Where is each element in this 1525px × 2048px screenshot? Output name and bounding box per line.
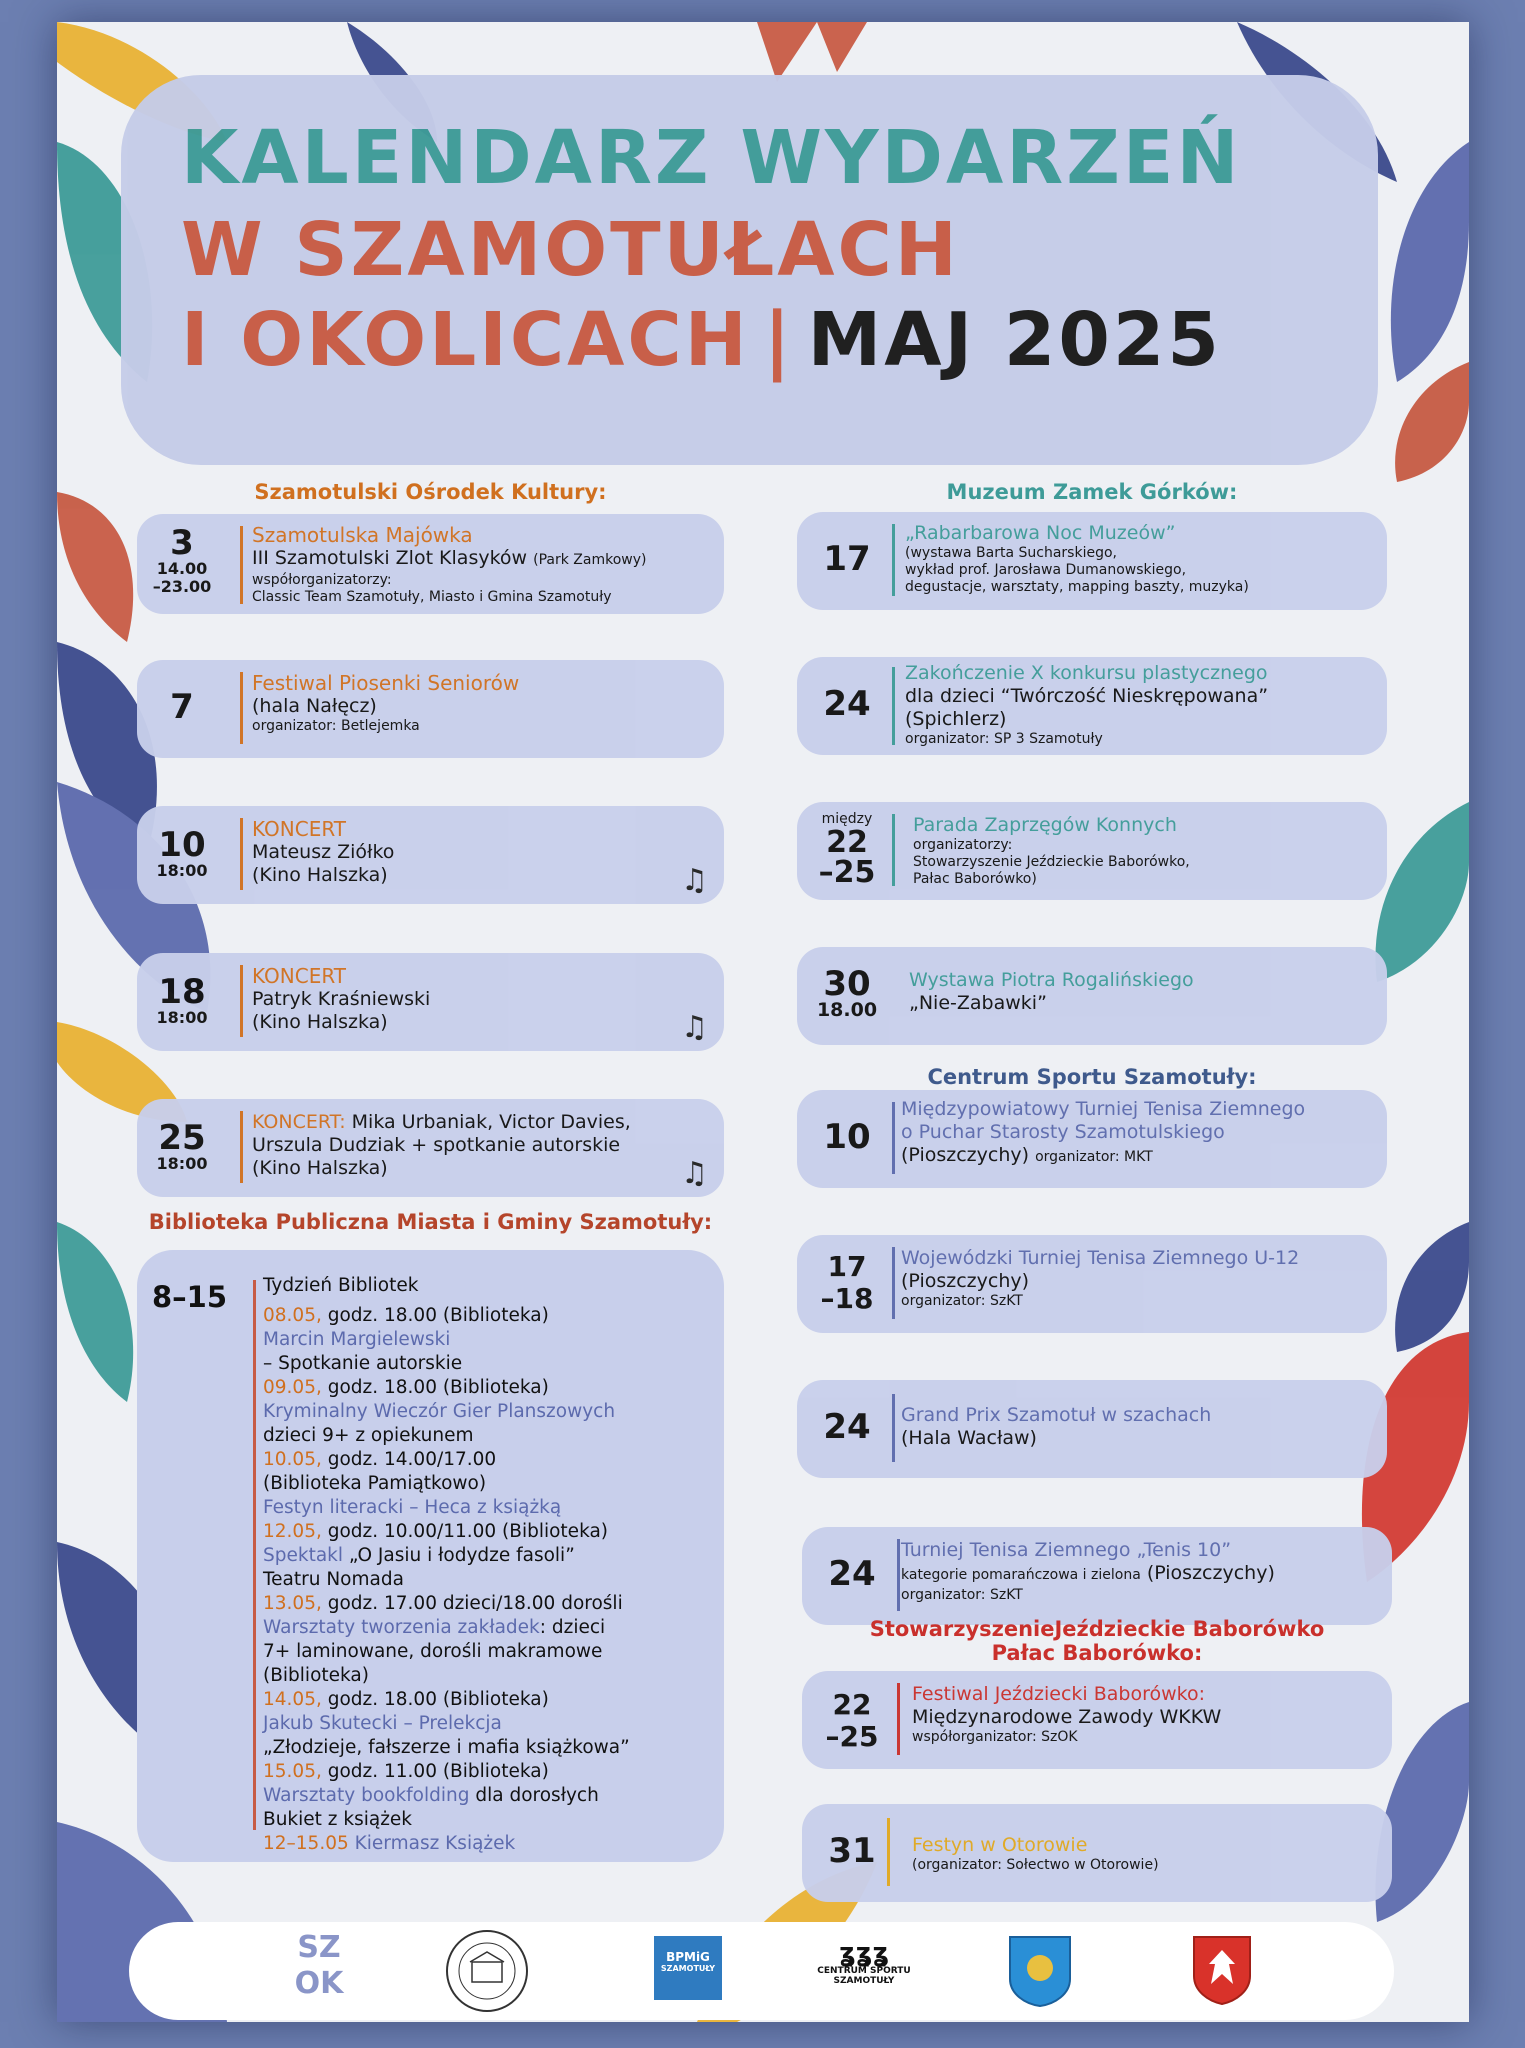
title-panel: [121, 75, 1378, 465]
event-line: organizatorzy:: [913, 837, 1013, 853]
event-day: [817, 1831, 887, 1871]
event-line: (Pioszczychy): [901, 1270, 1030, 1292]
event-text: [252, 1111, 692, 1180]
event-day: [147, 1118, 217, 1173]
library-item: [263, 1688, 713, 1712]
event-line-note: (Park Zamkowy): [533, 552, 647, 568]
library-item-t: (Biblioteka Pamiątkowo): [263, 1473, 487, 1494]
event-day-number: 24: [823, 1407, 871, 1447]
music-note-icon: ♫: [681, 1156, 708, 1191]
event-line: (Pioszczychy): [1146, 1562, 1275, 1584]
event-title: Międzypowiatowy Turniej Tenisa Ziemnego: [901, 1098, 1306, 1120]
leaf-teal-right: [1375, 802, 1469, 982]
event-line: (hala Nałęcz): [252, 695, 377, 717]
library-item-t: godz. 17.00 dzieci/18.00 dorośli: [321, 1593, 623, 1614]
event-text: [901, 1404, 1381, 1450]
library-item-t: Bukiet z książek: [263, 1809, 413, 1830]
leaf-navy-right: [1395, 1222, 1469, 1352]
szok-logo-bottom: OK: [294, 1966, 344, 2001]
event-card-sport-10: [797, 1090, 1387, 1188]
event-card-sport-17-18: [797, 1235, 1387, 1333]
library-item: [263, 1400, 713, 1424]
event-title: Festiwal Piosenki Seniorów: [252, 671, 520, 695]
event-day: [147, 687, 217, 727]
event-text: [901, 1539, 1386, 1604]
event-day-number: 17: [823, 539, 871, 579]
event-divider: [892, 667, 895, 745]
event-card-concert-18: [137, 953, 724, 1051]
section-header-museum: Muzeum Zamek Górków:: [946, 480, 1238, 504]
event-divider: [887, 1818, 890, 1886]
poster: [57, 22, 1469, 2022]
event-card-sport-tenis10: [802, 1527, 1392, 1625]
centrum-sportu-logo: [809, 1940, 919, 1986]
library-item: [263, 1760, 713, 1784]
event-day-number: 22 –25: [818, 825, 876, 890]
library-item-t: „Złodzieje, fałszerze i mafia książkowa”: [263, 1737, 630, 1758]
library-item-t: godz. 11.00 (Biblioteka): [321, 1761, 549, 1782]
event-day: [812, 1407, 882, 1447]
title-line-1: KALENDARZ WYDARZEŃ: [181, 115, 1242, 201]
event-text: [901, 1098, 1381, 1169]
event-line: współorganizatorzy:: [252, 572, 392, 588]
event-line: (Kino Halszka): [252, 864, 388, 886]
event-day: [812, 1689, 892, 1753]
event-line: dla dzieci “Twórczość Nieskrępowana”: [905, 685, 1269, 707]
event-text: [252, 672, 722, 735]
section-header-horse-2: Pałac Baborówko:: [991, 1641, 1203, 1665]
library-item: [263, 1520, 713, 1544]
library-item-d: 09.05,: [263, 1377, 322, 1398]
event-card-sport-chess: [797, 1380, 1387, 1478]
event-card-museum-30: [797, 947, 1387, 1045]
event-card-concert-25: [137, 1099, 724, 1197]
library-item-t: dla dorosłych: [469, 1785, 599, 1806]
library-item: [263, 1544, 713, 1568]
library-item: [263, 1304, 713, 1328]
event-line: (Kino Halszka): [252, 1011, 388, 1033]
library-item: [263, 1640, 713, 1664]
library-item-t: godz. 18.00 (Biblioteka): [321, 1689, 549, 1710]
szok-logo-top: SZ: [297, 1930, 341, 1965]
event-divider: [240, 965, 243, 1037]
event-divider: [240, 1111, 243, 1183]
event-card-concert-10: [137, 806, 724, 904]
event-title: KONCERT:: [252, 1111, 346, 1133]
library-item-b: Kryminalny Wieczór Gier Planszowych: [263, 1401, 616, 1422]
event-card-sok-3: [137, 514, 724, 614]
event-text: [252, 818, 672, 887]
event-day-prefix: między: [821, 811, 873, 827]
library-card: [137, 1250, 724, 1862]
event-line: Urszula Dudziak + spotkanie autorskie: [252, 1134, 621, 1156]
event-line: „Nie-Zabawki”: [909, 992, 1047, 1014]
event-divider: [240, 818, 243, 890]
library-item: [263, 1376, 713, 1400]
library-item-b: Jakub Skutecki – Prelekcja: [263, 1713, 502, 1734]
title-separator: |: [763, 297, 794, 383]
event-line-note: kategorie pomarańczowa i zielona: [901, 1567, 1141, 1583]
library-item-t: (Biblioteka): [263, 1665, 369, 1686]
event-card-museum-24: [797, 657, 1387, 755]
event-card-horse-festival: [802, 1671, 1392, 1769]
library-day: 8–15: [152, 1280, 228, 1314]
leaf-red-right: [1395, 362, 1469, 482]
library-item-t: : dzieci: [539, 1617, 606, 1638]
library-item-d: 15.05,: [263, 1761, 322, 1782]
library-item-t: godz. 18.00 (Biblioteka): [321, 1377, 549, 1398]
event-title: Zakończenie X konkursu plastycznego: [905, 662, 1268, 684]
event-text: [252, 965, 672, 1034]
library-item: [263, 1448, 713, 1472]
event-line: wykład prof. Jarosława Dumanowskiego,: [905, 562, 1187, 578]
library-item-b: Festyn literacki – Heca z książką: [263, 1497, 562, 1518]
library-item-b: Warsztaty bookfolding: [263, 1785, 470, 1806]
library-item: [263, 1736, 713, 1760]
event-line: Classic Team Szamotuły, Miasto i Gmina Szamotuły: [252, 589, 612, 605]
event-day-number: 7: [170, 687, 194, 727]
library-item-t: Teatru Nomada: [263, 1569, 404, 1590]
event-line: Pałac Baborówko): [913, 871, 1037, 887]
event-line: Mateusz Ziółko: [252, 841, 395, 863]
event-line: (Spichlerz): [905, 708, 1007, 730]
event-day-number: 10: [158, 825, 206, 865]
bpmig-logo: [654, 1936, 722, 2000]
event-day-number: 3: [170, 523, 194, 563]
library-item: [263, 1664, 713, 1688]
event-divider: [892, 814, 895, 886]
library-item-d: 10.05,: [263, 1449, 322, 1470]
event-day: [812, 539, 882, 579]
event-day: [807, 964, 887, 1021]
event-day: [147, 523, 217, 596]
library-item-d: 12.05,: [263, 1521, 322, 1542]
library-item: [263, 1784, 713, 1808]
event-day-number: 31: [828, 1831, 876, 1871]
event-day-number: 10: [823, 1117, 871, 1157]
title-line-3-text: I OKOLICACH: [181, 297, 750, 383]
library-item-t: 7+ laminowane, dorośli makramowe: [263, 1641, 603, 1662]
event-line: (Pioszczychy): [901, 1144, 1030, 1166]
library-item: [263, 1808, 713, 1832]
event-line: degustacje, warsztaty, mapping baszty, muzyka): [905, 579, 1249, 595]
library-item: [263, 1712, 713, 1736]
section-header-horse-1: StowarzyszenieJeździeckie Baborówko: [869, 1617, 1325, 1641]
event-day-number: 17 –18: [820, 1250, 874, 1315]
event-line: organizator: SzKT: [901, 1587, 1023, 1603]
event-line: (Kino Halszka): [252, 1157, 388, 1179]
event-line: (Hala Wacław): [901, 1427, 1037, 1449]
event-line: organizator: SP 3 Szamotuły: [905, 731, 1103, 747]
library-item-b: Marcin Margielewski: [263, 1329, 451, 1350]
library-item: [263, 1568, 713, 1592]
event-day-number: 22 –25: [825, 1688, 879, 1753]
library-item-t: „O Jasiu i łodydze fasoli”: [343, 1545, 575, 1566]
library-item-b: Spektakl: [263, 1545, 344, 1566]
event-line: (wystawa Barta Sucharskiego,: [905, 545, 1117, 561]
event-title: KONCERT: [252, 964, 346, 988]
event-text: [912, 1683, 1382, 1746]
event-line: Patryk Kraśniewski: [252, 988, 431, 1010]
event-text: [909, 969, 1379, 1015]
section-header-sok: Szamotulski Ośrodek Kultury:: [254, 480, 607, 504]
partner-logos-bar: [129, 1922, 1394, 2020]
library-item: [263, 1616, 713, 1640]
centrum-sportu-line2: SZAMOTUŁY: [833, 1976, 895, 1986]
event-card-museum-17: [797, 512, 1387, 610]
library-item-b: Warsztaty tworzenia zakładek: [263, 1617, 540, 1638]
event-text: [905, 522, 1385, 596]
event-line: (organizator: Sołectwo w Otorowie): [912, 1857, 1159, 1873]
library-item: [263, 1424, 713, 1448]
event-divider: [892, 524, 895, 596]
event-divider: [897, 1539, 900, 1611]
event-day: [817, 1554, 887, 1594]
music-note-icon: ♫: [681, 1010, 708, 1045]
library-item: [263, 1592, 713, 1616]
leaf-blue-right: [1391, 142, 1469, 382]
event-text: [912, 1834, 1382, 1874]
event-card-museum-parade: [797, 802, 1387, 900]
event-day: [812, 1251, 882, 1315]
bpmig-logo-text: BPMiG: [666, 1950, 710, 1964]
library-item-t: godz. 18.00 (Biblioteka): [321, 1305, 549, 1326]
event-line: organizator: SzKT: [901, 1293, 1023, 1309]
library-item-d: 12–15.05: [263, 1833, 349, 1854]
event-day: [147, 825, 217, 880]
event-day-number: 24: [828, 1554, 876, 1594]
centrum-sportu-icon: ʓʓʓ: [839, 1938, 889, 1968]
library-item-t: godz. 14.00/17.00: [321, 1449, 497, 1470]
event-title: Wojewódzki Turniej Tenisa Ziemnego U-12: [901, 1247, 1300, 1269]
event-time: 18:00: [156, 861, 208, 880]
szamotuly-coat-of-arms-icon: [1007, 1934, 1073, 2008]
title-line-2: W SZAMOTUŁACH: [181, 207, 960, 293]
event-line: III Szamotulski Zlot Klasyków: [252, 547, 528, 569]
event-line: współorganizator: SzOK: [912, 1729, 1078, 1745]
event-line: Międzynarodowe Zawody WKKW: [912, 1706, 1222, 1728]
section-header-sport: Centrum Sportu Szamotuły:: [927, 1065, 1257, 1089]
library-item-t: godz. 10.00/11.00 (Biblioteka): [321, 1521, 609, 1542]
event-time: 18.00: [816, 999, 878, 1021]
leaf-red-left: [57, 492, 133, 642]
szok-logo: [284, 1930, 354, 2002]
event-day: [147, 972, 217, 1027]
event-text: [252, 524, 722, 606]
music-note-icon: ♫: [681, 863, 708, 898]
event-title: KONCERT: [252, 817, 346, 841]
event-title: Parada Zaprzęgów Konnych: [913, 814, 1177, 836]
centrum-sportu-line1: CENTRUM SPORTU: [817, 1966, 911, 1976]
event-card-sok-7: [137, 660, 724, 758]
event-text: [901, 1247, 1381, 1310]
event-title: Turniej Tenisa Ziemnego „Tenis 10”: [901, 1539, 1232, 1561]
library-item: [263, 1832, 713, 1856]
event-divider: [240, 526, 243, 604]
event-divider: [897, 1683, 900, 1755]
library-item-d: 14.05,: [263, 1689, 322, 1710]
event-title: „Rabarbarowa Noc Muzeów”: [905, 522, 1176, 544]
library-item: [263, 1472, 713, 1496]
title-line-3: [181, 297, 1222, 383]
library-text: [263, 1274, 713, 1856]
event-card-otorowo: [802, 1804, 1392, 1902]
event-title: Grand Prix Szamotuł w szachach: [901, 1404, 1212, 1426]
event-time: 14.00 –23.00: [152, 559, 212, 596]
event-time: 18:00: [156, 1154, 208, 1173]
museum-seal-logo: [444, 1928, 530, 2014]
event-title: Festyn w Otorowie: [912, 1834, 1088, 1856]
event-line: organizator: Betlejemka: [252, 718, 420, 734]
event-divider: [892, 1247, 895, 1319]
title-month: MAJ 2025: [807, 297, 1222, 383]
library-title: Tydzień Bibliotek: [263, 1275, 419, 1296]
library-item-t: dzieci 9+ z opiekunem: [263, 1425, 474, 1446]
library-item-t: – Spotkanie autorskie: [263, 1353, 463, 1374]
powiat-coat-of-arms-icon: [1191, 1934, 1253, 2006]
event-day: [812, 1117, 882, 1157]
event-line: Stowarzyszenie Jeździeckie Baborówko,: [913, 854, 1190, 870]
section-header-library: Biblioteka Publiczna Miasta i Gminy Szamotuły:: [148, 1210, 713, 1234]
event-day-number: 25: [158, 1118, 206, 1158]
event-day-number: 24: [823, 684, 871, 724]
event-line-note: organizator: MKT: [1035, 1149, 1153, 1165]
event-text: [905, 662, 1385, 748]
library-item: [263, 1328, 713, 1352]
event-day: [812, 684, 882, 724]
event-divider: [240, 672, 243, 744]
leaf-teal-left2: [57, 1222, 133, 1402]
library-item-d: 08.05,: [263, 1305, 322, 1326]
library-item: [263, 1352, 713, 1376]
event-line: Mika Urbaniak, Victor Davies,: [351, 1111, 631, 1133]
event-title: Wystawa Piotra Rogalińskiego: [909, 969, 1194, 991]
event-title: Festiwal Jeździecki Baborówko:: [912, 1683, 1206, 1705]
event-day-number: 30: [823, 964, 871, 1004]
library-item: [263, 1496, 713, 1520]
event-divider: [892, 1394, 895, 1462]
library-item-d: 13.05,: [263, 1593, 322, 1614]
event-day: [812, 810, 882, 888]
event-title: Szamotulska Majówka: [252, 523, 473, 547]
event-day-number: 18: [158, 972, 206, 1012]
library-divider: [253, 1280, 256, 1830]
event-time: 18:00: [156, 1008, 208, 1027]
event-divider: [892, 1102, 895, 1174]
event-text: [913, 814, 1383, 888]
event-title-2: o Puchar Starosty Szamotulskiego: [901, 1121, 1225, 1143]
bpmig-logo-sub: SZAMOTUŁY: [660, 1964, 716, 1973]
library-item-b2: Kiermasz Książek: [348, 1833, 516, 1854]
leaf-red-top: [757, 22, 867, 82]
